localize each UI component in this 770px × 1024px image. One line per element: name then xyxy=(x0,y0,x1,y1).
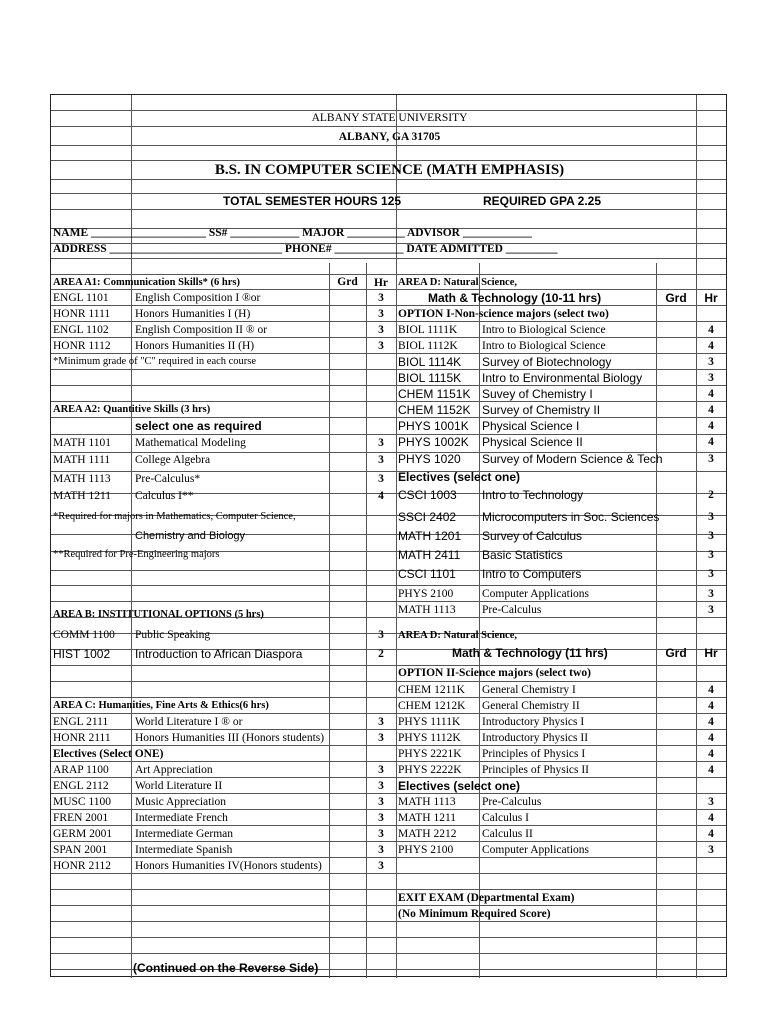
course-hours: 2 xyxy=(708,489,714,501)
course-code: FREN 2001 xyxy=(53,812,109,824)
course-title: Pre-Calculus* xyxy=(135,473,201,485)
course-hours: 3 xyxy=(378,828,384,840)
course-code: GERM 2001 xyxy=(53,828,113,840)
row-divider xyxy=(51,889,726,890)
course-title: Microcomputers in Soc. Sciences xyxy=(482,510,660,524)
row-divider xyxy=(51,145,726,146)
course-code: CSCI 1003 xyxy=(398,488,457,502)
course-title: Physical Science I xyxy=(482,419,580,433)
course-hours: 3 xyxy=(378,780,384,792)
course-code: SSCI 2402 xyxy=(398,510,457,524)
grade-column-header: Grd xyxy=(665,291,687,305)
area-b-heading: AREA B: INSTITUTIONAL OPTIONS (5 hrs) xyxy=(53,609,264,620)
course-hours: 4 xyxy=(378,490,384,502)
course-hours: 4 xyxy=(708,420,714,432)
hours-column-header: Hr xyxy=(704,291,718,305)
row-divider xyxy=(51,905,726,906)
course-code: PHYS 1002K xyxy=(398,435,469,449)
row-divider xyxy=(51,258,726,259)
course-hours: 4 xyxy=(708,748,714,760)
course-code: HONR 2112 xyxy=(53,860,112,872)
course-title: World Literature II xyxy=(135,780,223,792)
area-d2-electives-heading: Electives (select one) xyxy=(398,779,521,793)
university-name: ALBANY STATE UNIVERSITY xyxy=(311,112,468,124)
course-code: HIST 1002 xyxy=(53,647,111,661)
area-d1-electives-heading: Electives (select one) xyxy=(398,470,521,484)
area-c-heading: AREA C: Humanities, Fine Arts & Ethics(6 hrs) xyxy=(53,700,269,711)
course-hours: 3 xyxy=(378,292,384,304)
course-title: Introductory Physics II xyxy=(482,732,589,744)
course-hours: 4 xyxy=(708,812,714,824)
row-divider xyxy=(51,209,726,210)
course-code: HONR 1111 xyxy=(53,308,111,320)
course-title: Art Appreciation xyxy=(135,764,213,776)
course-code: MATH 1113 xyxy=(53,473,111,485)
course-title: General Chemistry II xyxy=(482,700,580,712)
course-title: Music Appreciation xyxy=(135,796,227,808)
course-hours: 4 xyxy=(708,436,714,448)
row-divider xyxy=(51,585,726,586)
total-semester-hours: TOTAL SEMESTER HOURS 125 xyxy=(223,194,402,208)
course-title: Intro to Biological Science xyxy=(482,324,606,336)
course-hours: 3 xyxy=(708,796,714,808)
course-hours: 4 xyxy=(708,764,714,776)
row-divider xyxy=(51,697,726,698)
course-code: HONR 1112 xyxy=(53,340,111,352)
course-code: MATH 1113 xyxy=(398,796,456,808)
course-code: PHYS 1001K xyxy=(398,419,469,433)
course-hours: 3 xyxy=(708,511,714,523)
row-divider xyxy=(51,793,726,794)
course-code: HONR 2111 xyxy=(53,732,111,744)
course-hours: 4 xyxy=(708,684,714,696)
course-hours: 3 xyxy=(378,324,384,336)
course-code: ENGL 2111 xyxy=(53,716,109,728)
course-hours: 3 xyxy=(378,844,384,856)
course-title: Calculus I xyxy=(482,812,529,824)
continued-note: (Continued on the Reverse Side) xyxy=(133,961,319,975)
row-divider xyxy=(51,417,726,418)
row-divider xyxy=(51,729,726,730)
course-hours: 3 xyxy=(708,530,714,542)
course-title: Intermediate Spanish xyxy=(135,844,233,856)
course-title: Intro to Technology xyxy=(482,488,584,502)
course-hours: 3 xyxy=(708,453,714,465)
row-divider xyxy=(51,385,726,386)
area-d2-subheading: Math & Technology (11 hrs) xyxy=(452,646,608,660)
course-hours: 3 xyxy=(378,308,384,320)
course-title: Introduction to African Diaspora xyxy=(135,647,303,661)
row-divider xyxy=(51,337,726,338)
course-title: Physical Science II xyxy=(482,435,583,449)
row-divider xyxy=(51,353,726,354)
hours-column-header-2: Hr xyxy=(704,646,718,660)
row-divider xyxy=(51,179,726,180)
student-name-line: NAME ____________________ SS# ____________ MAJOR __________ ADVISOR ____________ xyxy=(53,227,532,239)
course-title: College Algebra xyxy=(135,454,211,466)
row-divider xyxy=(51,825,726,826)
course-code: MATH 1211 xyxy=(53,490,112,502)
course-code: PHYS 1020 xyxy=(398,452,461,466)
row-divider xyxy=(51,841,726,842)
course-code: PHYS 1112K xyxy=(398,732,461,744)
course-code: ENGL 2112 xyxy=(53,780,109,792)
course-hours: 3 xyxy=(378,629,384,641)
course-title: Survey of Chemistry II xyxy=(482,403,601,417)
curriculum-form xyxy=(50,94,727,977)
grade-column-header-2: Grd xyxy=(665,646,687,660)
hours-column-header: Hr xyxy=(373,277,389,289)
exit-exam-heading: EXIT EXAM (Departmental Exam) xyxy=(398,892,575,904)
row-divider xyxy=(51,921,726,922)
course-hours: 3 xyxy=(708,549,714,561)
area-d2-heading: AREA D: Natural Science, xyxy=(398,630,517,641)
course-hours: 3 xyxy=(708,844,714,856)
course-title: Survey of Modern Science & Tech xyxy=(482,452,663,466)
course-title: Honors Humanities IV(Honors students) xyxy=(135,860,322,872)
course-title: Honors Humanities II (H) xyxy=(135,340,255,352)
course-title: World Literature I ® or xyxy=(135,716,243,728)
row-divider xyxy=(51,745,726,746)
row-divider xyxy=(51,274,726,275)
course-hours: 3 xyxy=(708,356,714,368)
row-divider xyxy=(51,777,726,778)
course-title: Suvey of Chemistry I xyxy=(482,387,593,401)
row-divider xyxy=(51,570,726,571)
row-divider xyxy=(51,937,726,938)
row-divider xyxy=(51,369,726,370)
course-code: CHEM 1212K xyxy=(398,700,466,712)
course-title: Basic Statistics xyxy=(482,548,563,562)
course-hours: 3 xyxy=(378,716,384,728)
course-hours: 3 xyxy=(378,796,384,808)
row-divider xyxy=(51,434,726,435)
area-d1-option: OPTION I-Non-science majors (select two) xyxy=(398,308,609,320)
course-title: Honors Humanities I (H) xyxy=(135,308,251,320)
area-a2-select-note: select one as required xyxy=(135,419,262,433)
course-code: BIOL 1112K xyxy=(398,340,458,352)
course-code: PHYS 1111K xyxy=(398,716,461,728)
course-code: PHYS 2100 xyxy=(398,588,454,600)
course-code: BIOL 1111K xyxy=(398,324,458,336)
course-title: Intro to Computers xyxy=(482,567,582,581)
course-title: English Composition I ®or xyxy=(135,292,261,304)
course-title: Intermediate French xyxy=(135,812,228,824)
course-hours: 4 xyxy=(708,700,714,712)
row-divider xyxy=(51,953,726,954)
course-title: Pre-Calculus xyxy=(482,796,542,808)
course-title: General Chemistry I xyxy=(482,684,576,696)
area-a2-heading: AREA A2: Quantitive Skills (3 hrs) xyxy=(53,404,211,415)
column-divider xyxy=(656,263,657,978)
course-title: Principles of Physics I xyxy=(482,748,586,760)
course-code: BIOL 1114K xyxy=(398,355,462,369)
course-code: CHEM 1151K xyxy=(398,387,471,401)
course-title: Survey of Calculus xyxy=(482,529,583,543)
course-title: Calculus I** xyxy=(135,490,194,502)
course-code: PHYS 2221K xyxy=(398,748,462,760)
row-divider xyxy=(51,665,726,666)
row-divider xyxy=(51,857,726,858)
course-hours: 3 xyxy=(378,437,384,449)
course-hours: 3 xyxy=(378,764,384,776)
course-code: MATH 1113 xyxy=(398,604,456,616)
course-code: MATH 2411 xyxy=(398,548,461,562)
course-code: MATH 1101 xyxy=(53,437,112,449)
course-code: MATH 1211 xyxy=(398,812,457,824)
area-a2-note-continued: Chemistry and Biology xyxy=(135,530,246,542)
row-divider xyxy=(51,809,726,810)
course-title: Computer Applications xyxy=(482,844,590,856)
course-code: MATH 1111 xyxy=(53,454,111,466)
course-title: Mathematical Modeling xyxy=(135,437,246,449)
course-hours: 3 xyxy=(378,340,384,352)
course-code: MATH 2212 xyxy=(398,828,457,840)
course-code: COMM 1100 xyxy=(53,629,115,641)
course-code: CSCI 1101 xyxy=(398,567,456,581)
area-a1-note: *Minimum grade of "C" required in each course xyxy=(53,356,257,367)
course-code: CHEM 1152K xyxy=(398,403,471,417)
course-code: ENGL 1101 xyxy=(53,292,109,304)
course-title: Principles of Physics II xyxy=(482,764,590,776)
course-hours: 3 xyxy=(708,372,714,384)
area-c-electives-heading: Electives (Select ONE) xyxy=(53,748,164,760)
row-divider xyxy=(51,601,726,602)
area-a1-heading: AREA A1: Communication Skills* (6 hrs) xyxy=(53,277,240,288)
course-title: Survey of Biotechnology xyxy=(482,355,612,369)
area-a2-note-engineering: **Required for Pre-Engineering majors xyxy=(53,549,220,560)
course-code: MUSC 1100 xyxy=(53,796,112,808)
course-title: English Composition II ® or xyxy=(135,324,268,336)
course-code: CHEM 1211K xyxy=(398,684,465,696)
course-code: BIOL 1115K xyxy=(398,371,462,385)
course-hours: 4 xyxy=(708,828,714,840)
course-hours: 3 xyxy=(378,812,384,824)
course-hours: 4 xyxy=(708,324,714,336)
course-hours: 4 xyxy=(708,732,714,744)
course-hours: 3 xyxy=(378,860,384,872)
program-title: B.S. IN COMPUTER SCIENCE (MATH EMPHASIS) xyxy=(214,162,565,178)
course-title: Intro to Environmental Biology xyxy=(482,371,643,385)
course-hours: 3 xyxy=(378,454,384,466)
course-title: Public Speaking xyxy=(135,629,211,641)
course-hours: 3 xyxy=(708,604,714,616)
area-d2-option: OPTION II-Science majors (select two) xyxy=(398,667,591,679)
row-divider xyxy=(51,305,726,306)
course-code: PHYS 2222K xyxy=(398,764,462,776)
course-code: PHYS 2100 xyxy=(398,844,454,856)
column-divider xyxy=(479,263,480,978)
exit-exam-note: (No Minimum Required Score) xyxy=(398,908,551,920)
course-title: Introductory Physics I xyxy=(482,716,585,728)
required-gpa: REQUIRED GPA 2.25 xyxy=(483,194,602,208)
course-hours: 3 xyxy=(378,473,384,485)
grade-column-header: Grd xyxy=(337,276,358,288)
course-code: SPAN 2001 xyxy=(53,844,108,856)
row-divider xyxy=(51,401,726,402)
course-hours: 4 xyxy=(708,340,714,352)
row-divider xyxy=(51,126,726,127)
course-title: Computer Applications xyxy=(482,588,590,600)
row-divider xyxy=(51,681,726,682)
student-address-line: ADDRESS ______________________________ PHONE# ____________ DATE ADMITTED _________ xyxy=(53,243,558,255)
area-d1-subheading: Math & Technology (10-11 hrs) xyxy=(428,291,602,305)
university-city: ALBANY, GA 31705 xyxy=(338,131,441,143)
course-hours: 3 xyxy=(708,568,714,580)
course-hours: 4 xyxy=(708,716,714,728)
row-divider xyxy=(51,321,726,322)
column-divider xyxy=(329,263,330,978)
row-divider xyxy=(51,873,726,874)
course-hours: 3 xyxy=(708,588,714,600)
area-d1-heading: AREA D: Natural Science, xyxy=(398,277,517,288)
course-title: Pre-Calculus xyxy=(482,604,542,616)
course-hours: 3 xyxy=(378,732,384,744)
course-hours: 4 xyxy=(708,388,714,400)
course-title: Calculus II xyxy=(482,828,533,840)
row-divider xyxy=(51,713,726,714)
row-divider xyxy=(51,761,726,762)
course-code: ENGL 1102 xyxy=(53,324,109,336)
course-title: Honors Humanities III (Honors students) xyxy=(135,732,325,744)
course-title: Intermediate German xyxy=(135,828,234,840)
course-hours: 2 xyxy=(378,648,384,660)
course-title: Intro to Biological Science xyxy=(482,340,606,352)
course-hours: 4 xyxy=(708,404,714,416)
area-a2-note: *Required for majors in Mathematics, Computer Science, xyxy=(53,511,296,522)
course-code: ARAP 1100 xyxy=(53,764,109,776)
course-code: MATH 1201 xyxy=(398,529,462,543)
